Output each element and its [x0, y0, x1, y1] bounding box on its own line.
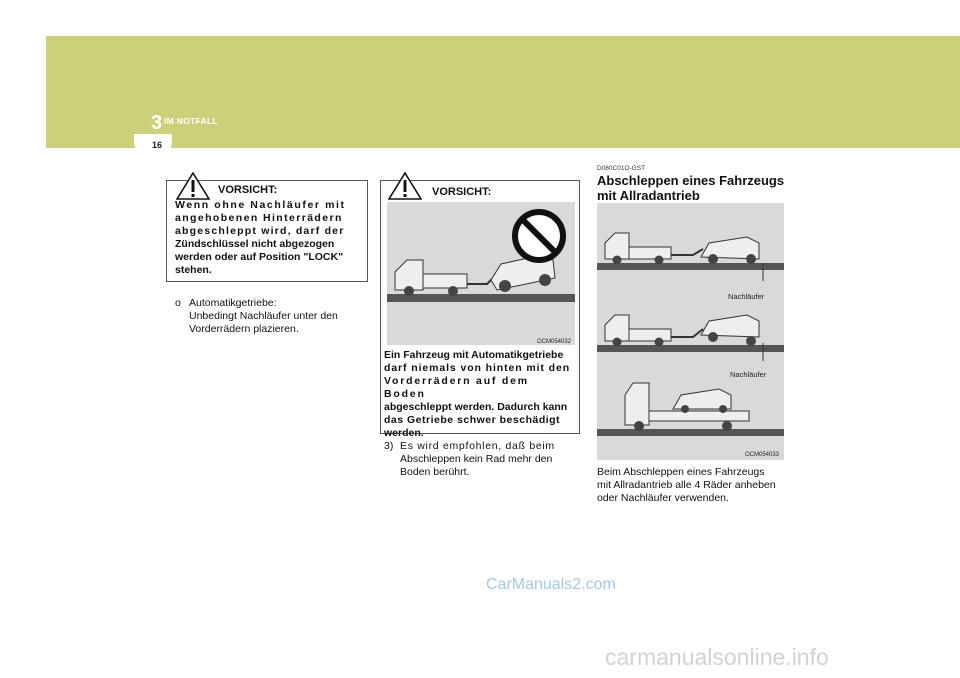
watermark-carmanuals2: CarManuals2.com [486, 576, 616, 593]
right-figure-code: OCM054033 [745, 452, 780, 458]
dolly-label-2: Nachläufer [730, 370, 767, 379]
middle-warning-text: Ein Fahrzeug mit Automatikgetriebe darf niemals von hinten mit den Vorderrädern auf dem Boden abgeschleppt werden. Dadurch kann das Getriebe schwer beschädigt werden. [384, 349, 571, 439]
chapter-title: IM NOTFALL [164, 116, 218, 126]
middle-item-number: 3) [384, 440, 394, 452]
awd-towing-illustration [597, 203, 784, 460]
left-warning-title: VORSICHT: [218, 184, 278, 196]
warning-triangle-icon [176, 172, 210, 200]
tow-truck-illustration [387, 202, 575, 345]
warning-triangle-icon [388, 172, 422, 200]
left-bullet: o [175, 297, 181, 309]
right-body-text: Beim Abschleppen eines Fahrzeugs mit Allradantrieb alle 4 Räder anheben oder Nachläufer verwenden. [597, 466, 776, 504]
left-list-item: Automatikgetriebe: Unbedingt Nachläufer unter den Vorderrädern plazieren. [189, 297, 338, 335]
middle-warning-title: VORSICHT: [432, 186, 492, 198]
page-number: 16 [152, 140, 163, 150]
left-warning-text: Wenn ohne Nachläufer mit angehobenen Hinterrädern abgeschleppt wird, darf der Zündschlüssel nicht abgezogen werden oder auf Position "LOCK" stehen. [175, 199, 346, 276]
chapter-number: 3 [151, 112, 163, 134]
header-band [46, 36, 960, 148]
section-code: D080C01O-GST [597, 165, 646, 172]
section-title: Abschleppen eines Fahrzeugs mit Allradantrieb [597, 173, 785, 203]
dolly-label-1: Nachläufer [728, 292, 765, 301]
middle-list-item: Es wird empfohlen, daß beim Abschleppen kein Rad mehr den Boden berührt. [400, 440, 555, 478]
watermark-carmanualsonline: carmanualsonline.info [605, 644, 829, 670]
middle-figure-code: OCM054032 [537, 339, 572, 345]
